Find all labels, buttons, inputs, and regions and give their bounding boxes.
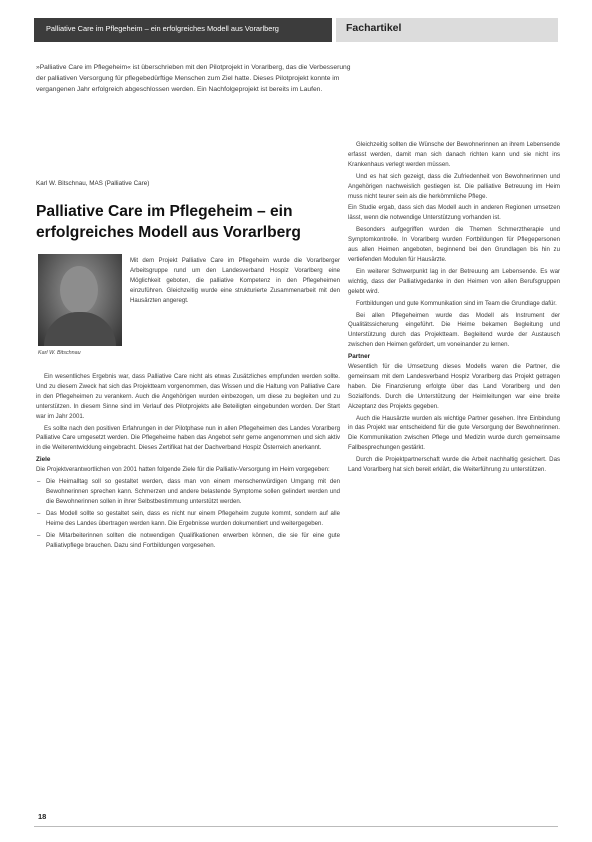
photo-caption: Karl W. Bitschnau: [38, 350, 81, 356]
page-number: 18: [38, 812, 47, 821]
goals-list: [36, 477, 340, 550]
paragraph: Ein Studie ergab, dass sich das Modell auch in anderen Regionen umsetzen lässt, wenn die notwendige Unterstützung vorhanden ist.: [348, 204, 560, 222]
paragraph: Es sollte nach den positiven Erfahrungen in der Pilotphase nun in allen Pflegeheimen des Landes Vorarlberg Palliative Care umgesetzt werden. Die Pflegeheime haben das Angebot sehr gerne angenommen und sich aktiv in die Weiterentwicklung eingebracht. Dieses Zertifikat hat der Dachverband Hospiz Österreich anerkannt.: [36, 424, 340, 452]
paragraph: Bei allen Pflegeheimen wurde das Modell als Instrument der Qualitätssicherung eingeführt. Die Heime bekamen Begleitung und Unterstützung durch das Projektteam. Begleitend wurde der Austausch zwischen den Heimen gefördert, um voneinander zu lernen.: [348, 311, 560, 349]
paragraph: Und es hat sich gezeigt, dass die Zufriedenheit von Bewohnerinnen und Angehörigen nachweislich gestiegen ist. Die palliative Betreuung im Heim muss nicht teurer sein als die herkömmliche Pflege.: [348, 172, 560, 200]
article-intro: »Palliative Care im Pflegeheim« ist überschrieben mit den Pilotprojekt in Vorarlberg, das die Verbesserung der palliativen Versorgung für pflegebedürftige Menschen zum Ziel hatte. Dieses Pilotprojekt konnte im vergangenen Jahr erfolgreich abgeschlossen werden. Ein Nachfolgeprojekt ist bereits im Laufen.: [36, 64, 351, 94]
column-left-top: [130, 256, 340, 308]
paragraph: Die Projektverantwortlichen von 2001 hatten folgende Ziele für die Palliativ-Versorgung im Heim vorgegeben:: [36, 466, 330, 474]
author-photo: [38, 254, 122, 346]
column-right: [348, 140, 560, 477]
photo-face: [60, 266, 98, 314]
heading-ziele: Ziele: [36, 456, 51, 464]
article-title: Palliative Care im Pflegeheim – ein erfolgreiches Modell aus Vorarlberg: [36, 203, 301, 241]
section-label: Fachartikel: [346, 22, 402, 34]
section-header: [336, 18, 558, 42]
paragraph: Wesentlich für die Umsetzung dieses Modells waren die Partner, die gemeinsam mit dem Landesverband Hospiz Vorarlberg das Projekt getragen haben. Die Finanzierung erfolgte über das Land Vorarlberg und den Sozialfonds. Durch die Unterstützung der Heimleitungen war eine breite Akzeptanz des Projekts gegeben.: [348, 363, 560, 410]
running-header: [34, 18, 332, 42]
paragraph: Mit dem Projekt Palliative Care im Pflegeheim wurde die Vorarlberger Arbeitsgruppe rund um den Landesverband Hospiz Vorarlberg eine Möglichkeit geboten, die palliative Kompetenz in den Pflegeheimen einzuführen. Gleichzeitig wurde eine strukturierte Zusammenarbeit mit den Hausärzten angeregt.: [130, 257, 340, 304]
list-item: – Das Modell sollte so gestaltet sein, dass es nicht nur einem Pflegeheim zugute kommt, sondern auf alle Heime des Landes übertragen werden kann. Die Ergebnisse wurden dokumentiert und weitergegeben.: [46, 509, 340, 529]
paragraph: Ein wesentliches Ergebnis war, dass Palliative Care nicht als etwas Zusätzliches empfunden werden sollte. Und zu diesem Zweck hat sich das Projektteam vorgenommen, das Wissen und die Haltung von Palliative Care in den Pflegeheimen zu verankern. Auch die Angehörigen wurden einbezogen, um diese zu begleiten und zu unterstützen. In diesem Sinne sind im Verlauf des Pilotprojekts alle Beteiligten eingebunden worden. Der Start war im Jahr 2001.: [36, 373, 340, 420]
photo-shoulders: [44, 312, 116, 346]
list-item: – Die Mitarbeiterinnen sollten die notwendigen Qualifikationen erwerben können, die sie für eine gute Palliativpflege brauchen. Dazu sind Fortbildungen vorgesehen.: [46, 531, 340, 551]
paragraph: Gleichzeitig sollten die Wünsche der Bewohnerinnen an ihrem Lebensende erfasst werden, damit man sich danach richten kann und sie nicht ins Krankenhaus verlegt werden müssen.: [348, 141, 560, 168]
paragraph: Durch die Projektpartnerschaft wurde die Arbeit nachhaltig gesichert. Das Land Vorarlberg hat sich bereit erklärt, die Weiterführung zu unterstützen.: [348, 456, 560, 474]
list-item: – Die Heimalltag soll so gestaltet werden, dass man von einem menschenwürdigen Umgang mit den Bewohnerinnen sprechen kann. Schmerzen und andere belastende Symptome sollen gelindert werden und die Bewohnerinnen sollen in ihrer Selbstbestimmung unterstützt werden.: [46, 477, 340, 507]
paragraph: Besonders aufgegriffen wurden die Themen Schmerztherapie und Symptomkontrolle. In Vorarlberg wurden Fortbildungen für Pflegepersonen aus allen Heimen angeboten, beginnend bei den Grundlagen bis hin zu vertiefenden Modulen für Hausärzte.: [348, 226, 560, 263]
running-title: Palliative Care im Pflegeheim – ein erfolgreiches Modell aus Vorarlberg: [46, 24, 279, 33]
paragraph: Fortbildungen und gute Kommunikation sind im Team die Grundlage dafür.: [356, 299, 557, 307]
column-left: [36, 372, 340, 552]
heading-partner: Partner: [348, 353, 371, 361]
author-line: Karl W. Bitschnau, MAS (Palliative Care): [36, 180, 150, 187]
footer-divider: [34, 826, 558, 827]
paragraph: Auch die Hausärzte wurden als wichtige Partner gesehen. Ihre Einbindung in das Projekt war entscheidend für die gute Versorgung der Bewohnerinnen. Die Kommunikation zwischen Pflege und Medizin wurde durch gemeinsame Fallbesprechungen gestärkt.: [348, 414, 560, 452]
paragraph: Ein weiterer Schwerpunkt lag in der Betreuung am Lebensende. Es war wichtig, dass der Palliativgedanke in den Heimen von allen Berufsgruppen gelebt wird.: [348, 267, 560, 295]
